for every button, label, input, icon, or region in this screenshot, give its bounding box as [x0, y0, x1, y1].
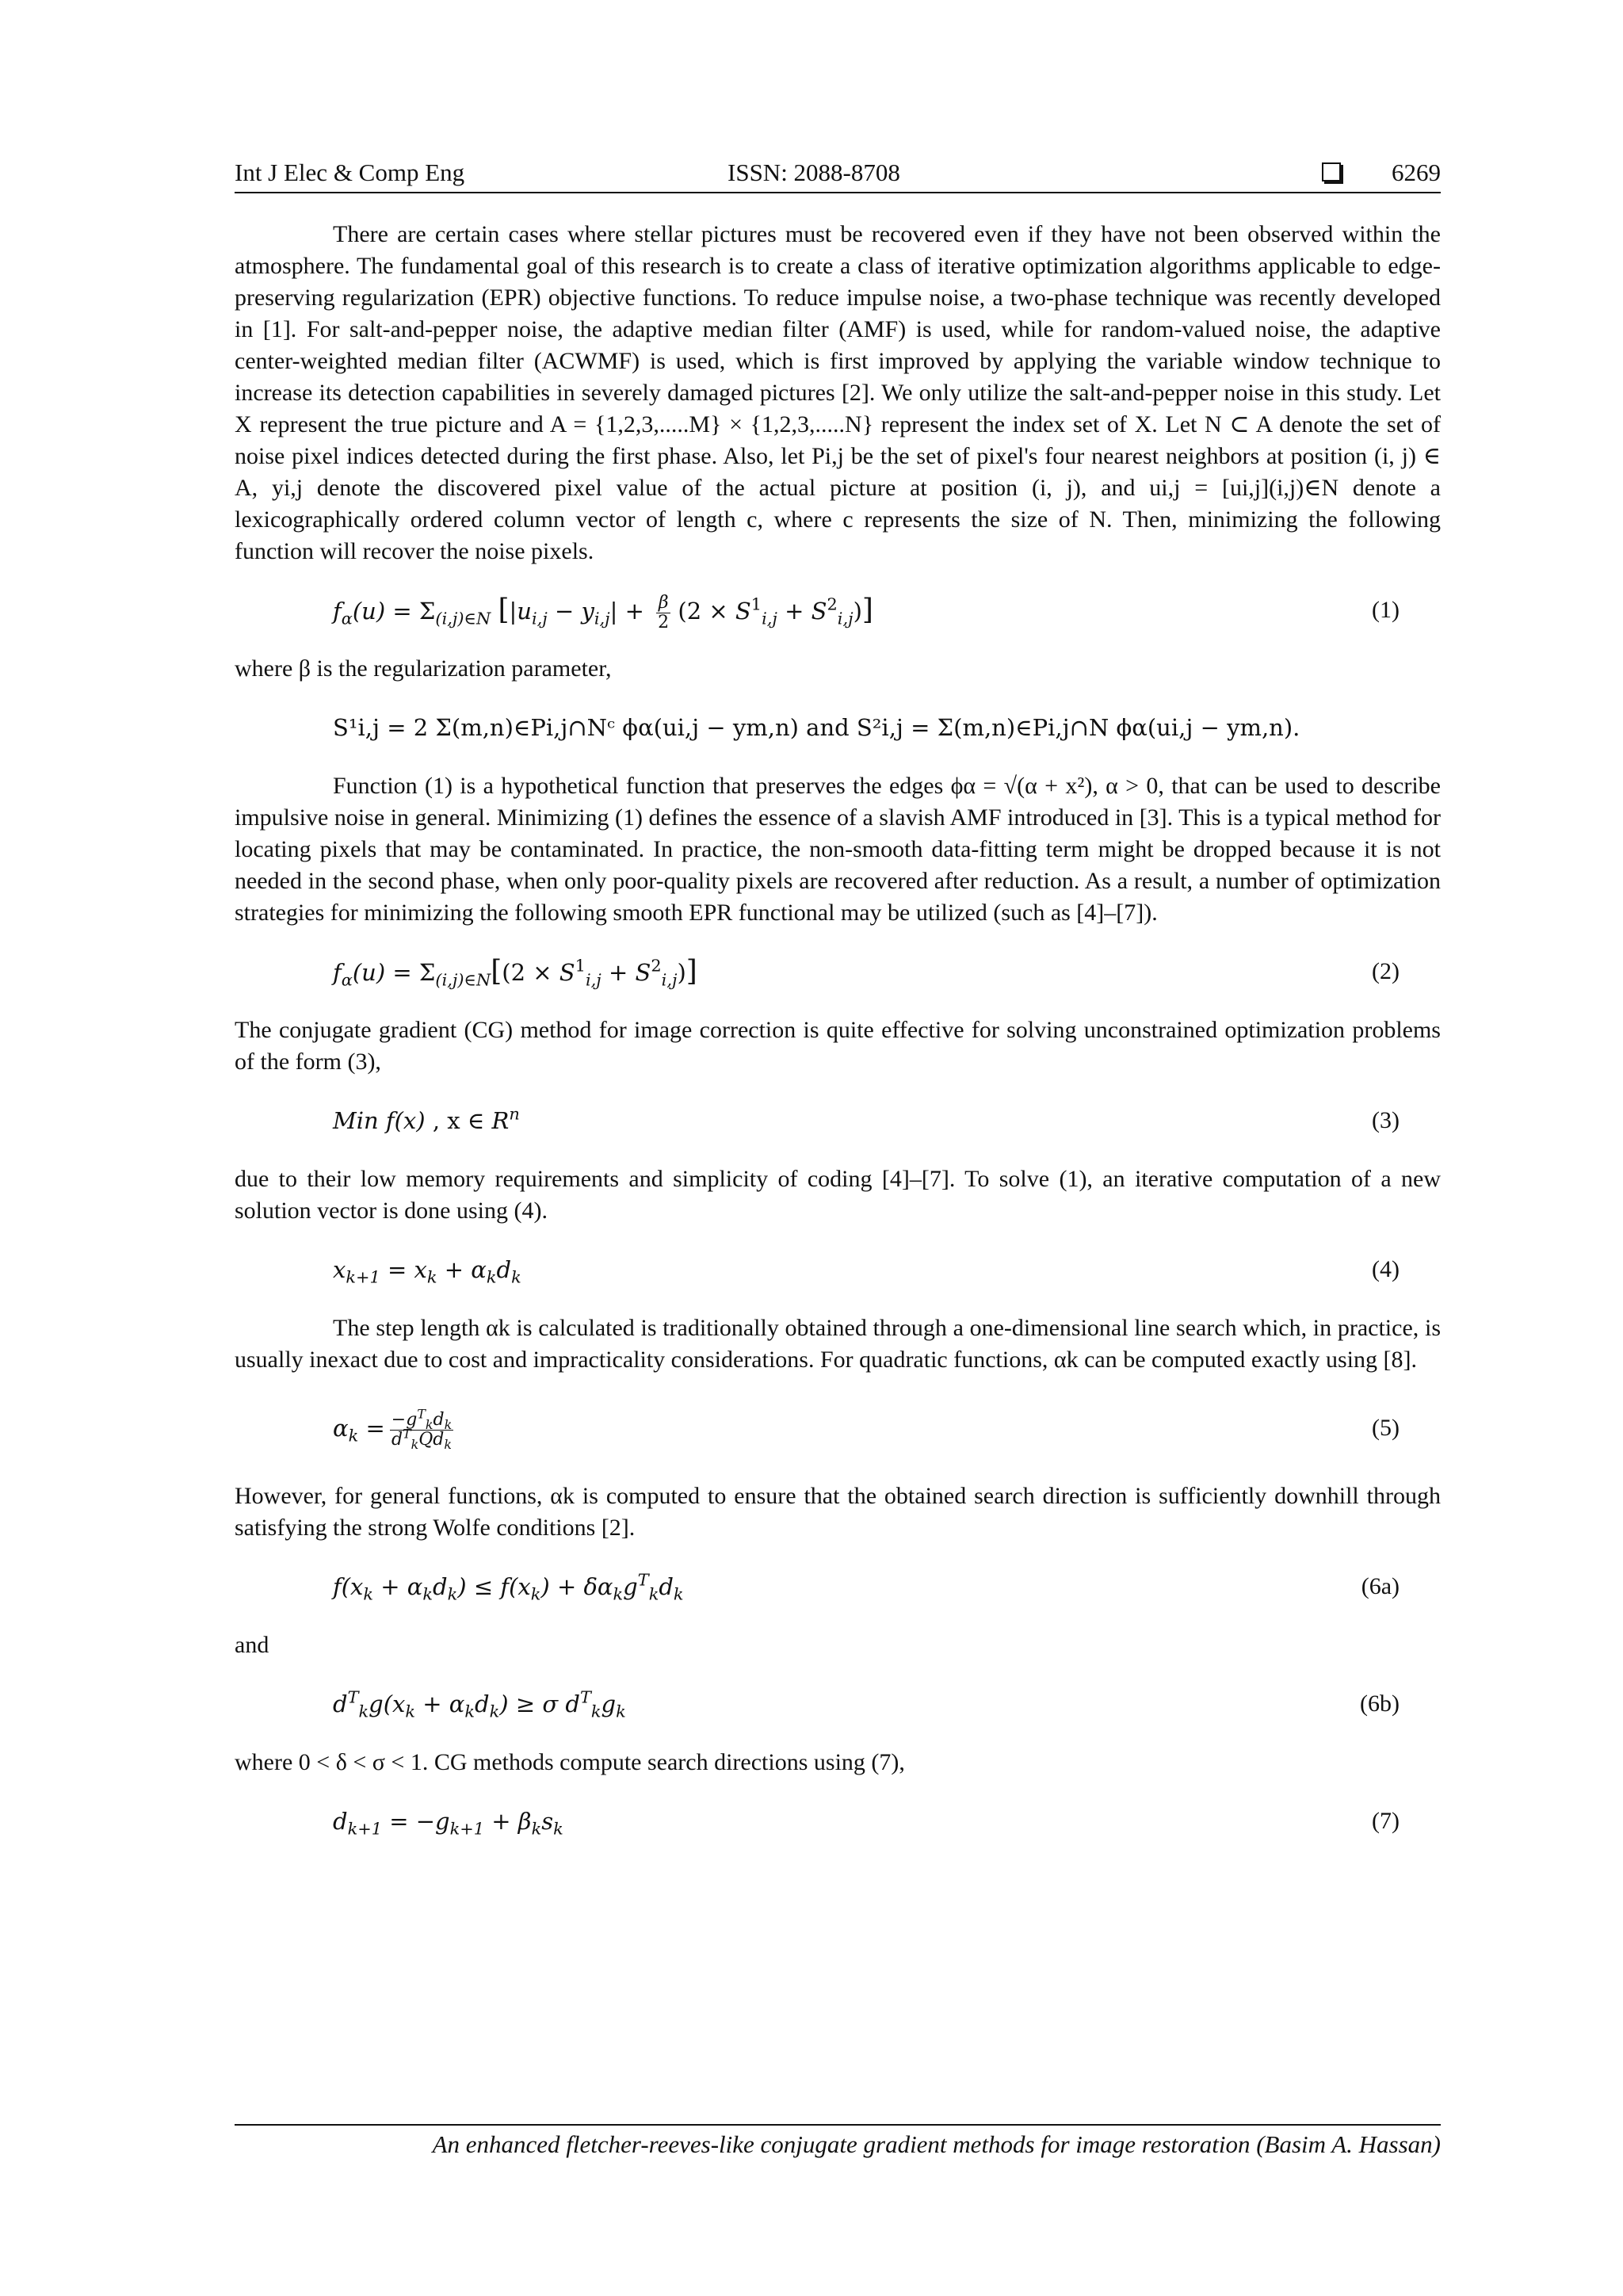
equation-1-formula: $f_\alpha(u) = \Sigma_{(i,j)\in N}$ [$|u_{i,j} - y_{i,j}|$ + $\frac{\beta}{2}$ $(2 \times S^1_{i,j} + S^2_{i,j})$] [333, 592, 873, 632]
paragraph-function: Function (1) is a hypothetical function that preserves the edges ϕα = √(α + x²), α > 0, that can be used to describe impulsive noise in general. Minimizing (1) defines the essence of a slavish AMF introduced in [3]. This is a typical method for locating pixels that may be contaminated. In practice, the non-smooth data-fitting term might be dropped because it is not needed in the second phase, when only poor-quality pixels are recovered after reduction. As a result, a number of optimization strategies for minimizing the following smooth EPR functional may be utilized (such as [4]–[7]). [235, 773, 1441, 926]
paragraph-beta: where β is the regularization parameter, [235, 655, 612, 682]
equation-4 [235, 1244, 1441, 1295]
paragraph-step-length: The step length αk is calculated is traditionally obtained through a one-dimensional line search which, in practice, is usually inexact due to cost and impracticality considerations. For quadratic functions, αk can be computed exactly using [8]. [235, 1315, 1441, 1373]
equation-2-number: (2) [1372, 958, 1400, 984]
equation-6b-number: (6b) [1360, 1690, 1400, 1717]
equation-6b-formula: $d^T_kg(x_k + \alpha_kd_k) \ge \sigma$ $d^T_kg_k$ [333, 1687, 626, 1721]
footer-rule [235, 2124, 1441, 2126]
equation-6a-formula: $f(x_k + \alpha_kd_k) \le f(x_k) + \delta\alpha_kg^T_kd_k$ [333, 1570, 684, 1604]
equation-6b [235, 1679, 1441, 1729]
paragraph-and: and [235, 1632, 269, 1658]
issn: ISSN: 2088-8708 [727, 159, 900, 186]
equation-6a [235, 1561, 1441, 1612]
running-footer-title: An enhanced fletcher-reeves-like conjugate gradient methods for image restoration (Basim A. Hassan) [432, 2130, 1441, 2158]
paragraph-cg: The conjugate gradient (CG) method for image correction is quite effective for solving unconstrained optimization problems of the form (3), [235, 1017, 1441, 1075]
box-icon [1322, 162, 1341, 181]
equation-5 [235, 1400, 1441, 1457]
equation-5-formula: $\alpha_k$ = $\frac{-g^T_kd_k}{d^T_kQd_k}$ [333, 1405, 453, 1452]
equation-7-formula: $d_{k+1} = -g_{k+1} + \beta_ks_k$ [333, 1808, 563, 1839]
paragraph-intro: There are certain cases where stellar pictures must be recovered even if they have not been observed within the atmosphere. The fundamental goal of this research is to create a class of iterative optimization algorithms applicable to edge-preserving regularization (EPR) objective functions. To reduce impulse noise, a two-phase technique was recently developed in [1]. For salt-and-pepper noise, the adaptive median filter (AMF) is used, while for random-valued noise, the adaptive center-weighted median filter (ACWMF) is used, which is first improved by applying the variable window technique to increase its detection capabilities in severely damaged pictures [2]. We only utilize the salt-and-pepper noise in this study. Let X represent the true picture and A = {1,2,3,.....M} × {1,2,3,.....N} represent the index set of X. Let N ⊂ A denote the set of noise pixel indices detected during the first phase. Also, let Pi,j be the set of pixel's four nearest neighbors at position (i, j) ∈ A, yi,j denote the discovered pixel value of the actual picture at position (i, j), and ui,j = [ui,j](i,j)∈N denote a lexicographically ordered column vector of length c, where c represents the size of N. Then, minimizing the following function will recover the noise pixels. [235, 221, 1441, 564]
equation-3-number: (3) [1372, 1107, 1400, 1133]
equation-s-formula: S¹i,j = 2 Σ(m,n)∈Pi,j∩Nᶜ ϕα(ui,j − ym,n) and S²i,j = Σ(m,n)∈Pi,j∩N ϕα(ui,j − ym,n). [333, 714, 1300, 741]
header-rule [235, 192, 1441, 193]
equation-4-formula: $x_{k+1} = x_k + \alpha_kd_k$ [333, 1256, 521, 1287]
equation-3 [235, 1095, 1441, 1146]
equation-4-number: (4) [1372, 1256, 1400, 1282]
page-number: 6269 [1392, 159, 1441, 186]
paragraph-wolfe: However, for general functions, αk is computed to ensure that the obtained search direction is sufficiently downhill through satisfying the strong Wolfe conditions [2]. [235, 1483, 1441, 1541]
equation-7 [235, 1796, 1441, 1847]
paragraph-cg-directions: where 0 < δ < σ < 1. CG methods compute search directions using (7), [235, 1749, 905, 1775]
equation-2 [235, 946, 1441, 997]
equation-6a-number: (6a) [1361, 1573, 1400, 1599]
page-body [235, 219, 1441, 1847]
equation-5-number: (5) [1372, 1415, 1400, 1441]
paragraph-memory: due to their low memory requirements and simplicity of coding [4]–[7]. To solve (1), an iterative computation of a new solution vector is done using (4). [235, 1166, 1441, 1224]
equation-2-formula: $f_\alpha(u) = \Sigma_{(i,j)\in N}[(2 \times S^1_{i,j} + S^2_{i,j})]$ [333, 955, 697, 990]
equation-1-number: (1) [1372, 597, 1400, 623]
equation-s [235, 702, 1441, 753]
journal-name: Int J Elec & Comp Eng [235, 159, 465, 186]
equation-3-formula: Min f(x) , x ∈ $R^n$ [333, 1104, 520, 1134]
equation-7-number: (7) [1372, 1808, 1400, 1834]
running-header [235, 155, 1441, 190]
equation-1 [235, 585, 1441, 636]
